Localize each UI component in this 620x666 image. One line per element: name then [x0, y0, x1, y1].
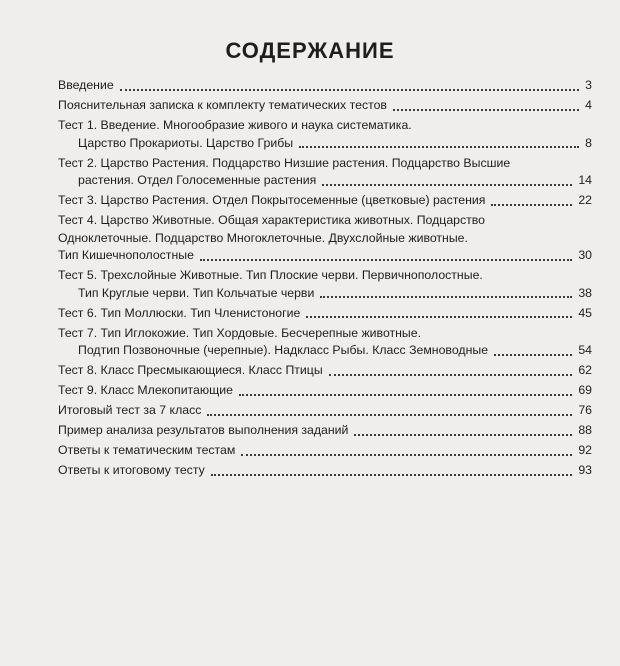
dot-leader	[491, 204, 572, 206]
dot-leader	[322, 184, 572, 186]
toc-entry-text: Тест 2. Царство Растения. Подцарство Низшие растения. Подцарство Высшие	[58, 155, 511, 170]
dot-leader	[200, 259, 572, 261]
toc-page-number: 4	[585, 97, 592, 112]
toc-entry-line	[58, 155, 592, 173]
toc-entry-line	[58, 442, 592, 460]
toc-entry-text: растения. Отдел Голосеменные растения	[78, 173, 317, 188]
toc-entry-line	[58, 305, 592, 323]
toc-page-number: 8	[585, 135, 592, 150]
dot-leader	[354, 434, 572, 436]
toc-entry-line	[58, 285, 592, 303]
toc-entry	[58, 97, 592, 115]
toc-page-number: 92	[578, 443, 592, 458]
toc-entry-line	[58, 382, 592, 400]
toc-entry-text: Тест 5. Трехслойные Животные. Тип Плоские черви. Первичнополостные.	[58, 268, 483, 283]
dot-leader	[207, 414, 572, 416]
toc-entry-text: Введение	[58, 78, 114, 92]
toc-entry	[58, 325, 592, 360]
toc-page-number: 54	[578, 343, 592, 358]
dot-leader	[239, 394, 572, 396]
toc-entry	[58, 192, 592, 210]
dot-leader	[241, 454, 572, 456]
toc-entry-line	[58, 247, 592, 265]
toc-entry-text: Одноклеточные. Подцарство Многоклеточные. Двухслойные животные.	[58, 230, 468, 245]
toc-page-number: 38	[578, 285, 592, 300]
toc-entry-line	[58, 97, 592, 115]
toc-entry-text: Ответы к итоговому тесту	[58, 463, 205, 478]
toc-entry	[58, 362, 592, 380]
page-title: СОДЕРЖАНИЕ	[225, 38, 395, 63]
dot-leader	[299, 146, 579, 148]
toc-entry-text: Тест 4. Царство Животные. Общая характеристика животных. Подцарство	[58, 213, 486, 228]
toc-page-number: 93	[578, 463, 592, 478]
toc-page-number: 22	[578, 193, 592, 208]
dot-leader	[120, 89, 579, 91]
dot-leader	[393, 109, 579, 111]
toc-entry-line	[58, 172, 592, 190]
toc-entry	[58, 422, 592, 440]
toc-entry-text: Царство Прокариоты. Царство Грибы	[78, 135, 294, 150]
toc-entry-line	[58, 342, 592, 360]
toc-entry-line	[58, 135, 592, 153]
toc-entry-text: Тест 1. Введение. Многообразие живого и наука систематика.	[58, 117, 412, 132]
toc-entry-line	[58, 117, 592, 135]
toc-entry-text: Тест 9. Класс Млекопитающие	[58, 383, 233, 398]
toc-page-number: 62	[578, 363, 592, 378]
toc-entry	[58, 267, 592, 302]
toc-page-number: 69	[578, 383, 592, 398]
toc-entry-text: Пример анализа результатов выполнения заданий	[58, 423, 349, 438]
toc-page-number: 88	[578, 423, 592, 438]
toc-entry-line	[58, 325, 592, 343]
toc-entry	[58, 442, 592, 460]
toc-entry-line	[58, 402, 592, 420]
toc-entry-text: Тест 3. Царство Растения. Отдел Покрытосеменные (цветковые) растения	[58, 193, 486, 208]
toc-entry-line	[58, 192, 592, 210]
dot-leader	[494, 354, 572, 356]
toc-entry	[58, 117, 592, 152]
toc-entry	[58, 402, 592, 420]
dot-leader	[211, 474, 573, 476]
toc-entry-line	[58, 267, 592, 285]
toc-entry	[58, 462, 592, 480]
toc-entry-line	[58, 462, 592, 480]
toc-entry-text: Тип Кишечнополостные	[58, 248, 194, 263]
toc-entry	[58, 382, 592, 400]
toc-page-number: 45	[578, 305, 592, 320]
toc-entry-line	[58, 362, 592, 380]
toc-page-number: 76	[578, 403, 592, 418]
toc-page-number: 3	[585, 78, 592, 92]
toc-entry-line	[58, 77, 592, 95]
dot-leader	[320, 296, 572, 298]
toc-entry	[58, 305, 592, 323]
table-of-contents	[58, 77, 592, 482]
toc-entry-text: Тест 7. Тип Иглокожие. Тип Хордовые. Бесчерепные животные.	[58, 325, 422, 340]
toc-entry	[58, 155, 592, 190]
dot-leader	[329, 374, 573, 376]
toc-entry-line	[58, 422, 592, 440]
dot-leader	[306, 316, 572, 318]
toc-entry	[58, 77, 592, 95]
toc-entry-text: Тест 8. Класс Пресмыкающиеся. Класс Птицы	[58, 363, 323, 378]
toc-page-number: 14	[578, 173, 592, 188]
toc-entry-text: Итоговый тест за 7 класс	[58, 403, 202, 418]
toc-entry-text: Тест 6. Тип Моллюски. Тип Членистоногие	[58, 305, 301, 320]
toc-entry-text: Тип Круглые черви. Тип Кольчатые черви	[78, 285, 315, 300]
toc-entry-text: Подтип Позвоночные (черепные). Надкласс Рыбы. Класс Земноводные	[78, 343, 489, 358]
toc-entry-text: Ответы к тематическим тестам	[58, 443, 236, 458]
toc-entry	[58, 212, 592, 265]
toc-page-number: 30	[578, 248, 592, 263]
toc-entry-line	[58, 230, 592, 248]
toc-entry-text: Пояснительная записка к комплекту тематических тестов	[58, 97, 387, 112]
toc-entry-line	[58, 212, 592, 230]
